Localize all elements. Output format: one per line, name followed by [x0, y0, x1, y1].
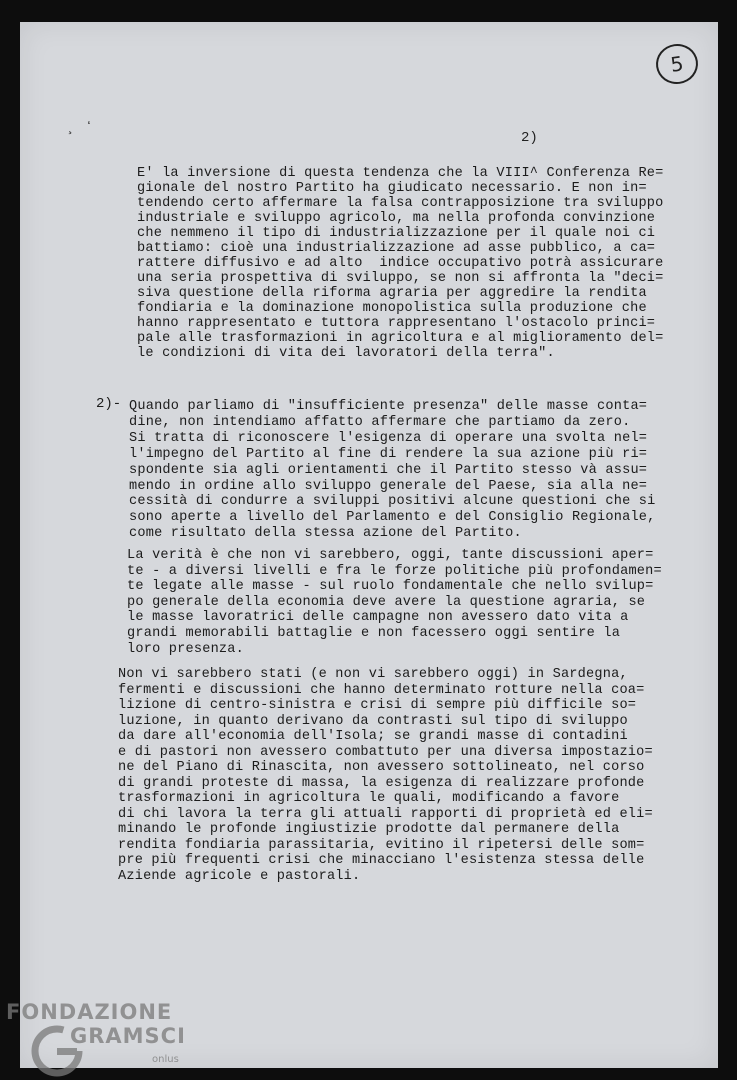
text-line: che nemmeno il tipo di industrializzazione per il quale noi ci: [137, 226, 656, 241]
text-line: lizione di centro-sinistra e crisi di sempre più difficile so=: [118, 698, 637, 713]
corner-marks: ¸ ʻ: [68, 120, 94, 136]
watermark-line2: GRAMSCI: [70, 1024, 186, 1048]
item-number: 2)-: [96, 396, 122, 412]
text-line: dine, non intendiamo affatto affermare che partiamo da zero.: [129, 414, 631, 430]
text-line: mendo in ordine allo sviluppo generale del Paese, sia alla ne=: [129, 478, 648, 494]
text-line: grandi memorabili battaglie e non facessero oggi sentire la: [127, 626, 621, 641]
text-line: come risultato della stessa azione del Partito.: [129, 526, 522, 542]
text-line: fondiaria e la dominazione monopolistica sulla produzione che: [137, 301, 647, 316]
text-line: luzione, in quanto derivano da contrasti sul tipo di sviluppo: [118, 713, 628, 729]
text-line: di chi lavora la terra gli attuali rapporti di proprietà ed eli=: [118, 806, 653, 822]
text-line: rattere diffusivo e ad alto indice occupativo potrà assicurare: [137, 256, 664, 271]
fondazione-gramsci-watermark: [6, 1000, 206, 1080]
text-line: Quando parliamo di "insufficiente presenza" delle masse conta=: [129, 399, 648, 414]
page-number: 5: [669, 51, 685, 77]
text-line: da dare all'economia dell'Isola; se grandi masse di contadini: [118, 729, 628, 744]
text-line: cessità di condurre a sviluppi positivi alcune questioni che si: [129, 494, 656, 510]
text-line: Si tratta di riconoscere l'esigenza di operare una svolta nel=: [129, 430, 648, 446]
text-line: fermenti e discussioni che hanno determinato rotture nella coa=: [118, 682, 645, 698]
text-line: le masse lavoratrici delle campagne non avessero dato vita a: [127, 610, 629, 626]
text-line: tendendo certo affermare la falsa contrapposizione tra sviluppo: [137, 196, 664, 211]
text-line: La verità è che non vi sarebbero, oggi, tante discussioni aper=: [127, 548, 654, 563]
text-line: di grandi proteste di massa, la esigenza di realizzare profonde: [118, 775, 645, 791]
text-line: ne del Piano di Rinascita, non avessero sottolineato, nel corso: [118, 760, 645, 775]
text-line: e di pastori non avessero combattuto per una diversa impostazio=: [118, 744, 653, 760]
text-line: loro presenza.: [127, 641, 245, 657]
text-line: siva questione della riforma agraria per aggredire la rendita: [137, 286, 647, 301]
text-line: l'impegno del Partito al fine di rendere la sua azione più ri=: [129, 446, 648, 462]
text-line: te - a diversi livelli e fra le forze politiche più profondamen=: [127, 563, 662, 579]
text-line: gionale del nostro Partito ha giudicato necessario. E non in=: [137, 181, 647, 196]
text-line: hanno rappresentato e tuttora rappresentano l'ostacolo princi=: [137, 316, 656, 331]
text-line: po generale della economia deve avere la questione agraria, se: [127, 594, 646, 610]
text-line: le condizioni di vita dei lavoratori della terra".: [137, 346, 555, 361]
text-line: spondente sia agli orientamenti che il Partito stesso và assu=: [129, 462, 648, 478]
text-line: Non vi sarebbero stati (e non vi sarebbero oggi) in Sardegna,: [118, 667, 628, 682]
text-line: industriale e sviluppo agricolo, ma nella profonda convinzione: [137, 211, 656, 226]
watermark-onlus: onlus: [152, 1054, 179, 1065]
text-line: pale alle trasformazioni in agricoltura e al miglioramento del=: [137, 331, 664, 346]
watermark-line1: FONDAZIONE: [6, 1000, 173, 1024]
text-line: battiamo: cioè una industrializzazione ad asse pubblico, a ca=: [137, 241, 656, 256]
text-line: rendita fondiaria parassitaria, evitino il ripetersi delle som=: [118, 837, 645, 853]
text-line: pre più frequenti crisi che minacciano l'esistenza stessa delle: [118, 853, 645, 868]
text-line: trasformazioni in agricoltura le quali, modificando a favore: [118, 791, 620, 806]
text-line: sono aperte a livello del Parlamento e del Consiglio Regionale,: [129, 510, 656, 526]
text-line: E' la inversione di questa tendenza che la VIII^ Conferenza Re=: [137, 166, 664, 181]
text-line: te legate alle masse - sul ruolo fondamentale che nello svilup=: [127, 579, 654, 595]
section-label: 2): [521, 130, 538, 146]
text-line: una seria prospettiva di sviluppo, se non si affronta la "deci=: [137, 271, 664, 286]
text-line: minando le profonde ingiustizie prodotte dal permanere della: [118, 822, 620, 837]
text-line: Aziende agricole e pastorali.: [118, 868, 361, 884]
